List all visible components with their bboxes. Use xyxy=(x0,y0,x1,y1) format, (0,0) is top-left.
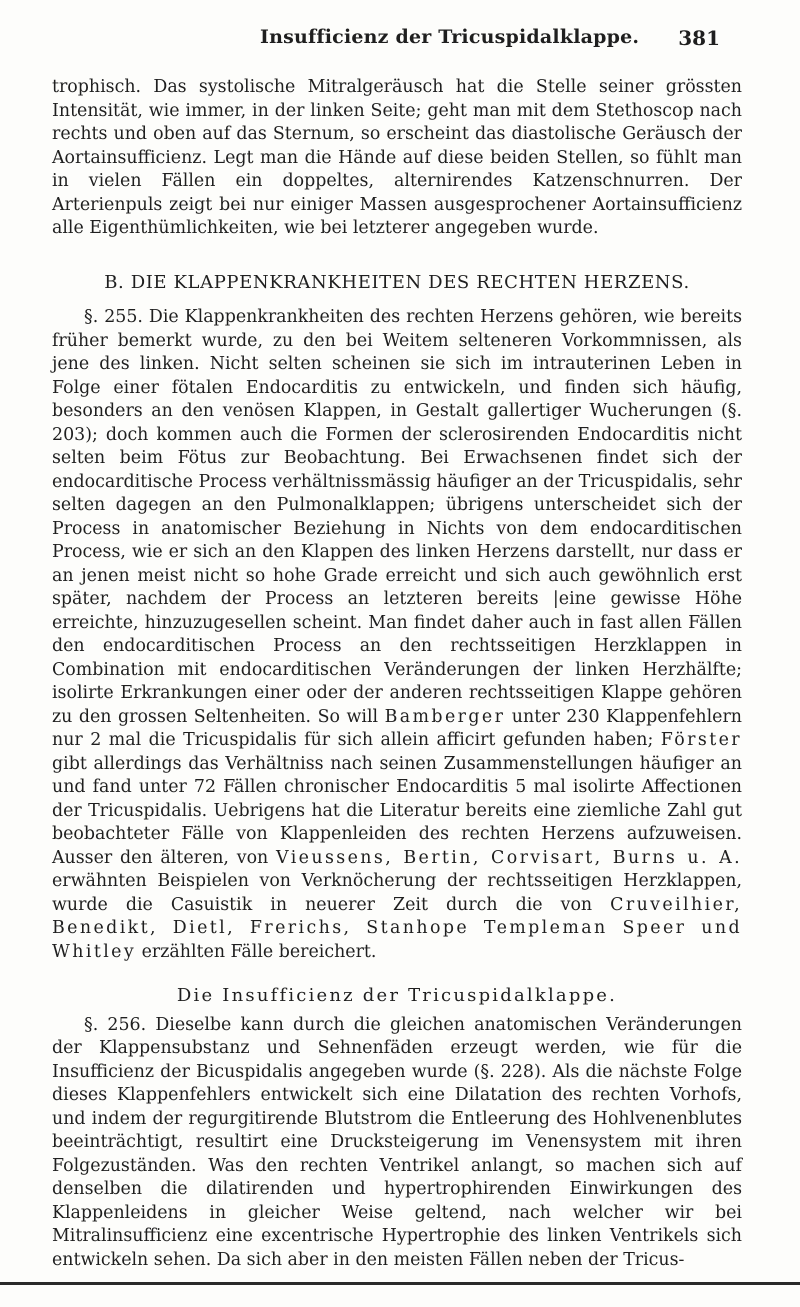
authors-newer: Cruveilhier, Benedikt, Dietl, Frerichs, Stanhope Templeman Speer und Whitley xyxy=(52,894,742,962)
paragraph-255-part-e: erzählten Fälle bereichert. xyxy=(136,941,377,962)
paragraph-255-part-a: §. 255. Die Klappenkrankheiten des rechten Herzens gehören, wie bereits früher bemerkt wurde, zu den bei Weitem selteneren Vorkommnissen, als jene des linken. Nicht selten scheinen sie sich im intrauterinen Leben in Folge einer fötalen Endocarditis zu entwickeln, und finden sich häufig, besonders an den venösen Klappen, in Gestalt gallertiger Wucherungen (§. 203); doch kommen auch die Formen der sclerosirenden Endocarditis nicht selten beim Fötus zur Beobachtung. Bei Erwachsenen findet sich der endocarditische Process verhältnissmässig häufiger an der Tricuspidalis, sehr selten dagegen an den Pulmonalklappen; übrigens unterscheidet sich der Process in anatomischer Beziehung in Nichts von dem endocarditischen Process, wie er sich an den Klappen des linken Herzens darstellt, nur dass er an jenen meist nicht so hohe Grade erreicht und sich auch gewöhnlich erst später, nachdem der Process an letzteren bereits |eine gewisse Höhe erreichte, hinzuzugesellen scheint. Man findet daher auch in fast allen Fällen den endocarditischen Process an den rechtsseitigen Herzklappen in Combination mit endocarditischen Veränderungen der linken Herzhälfte; isolirte Erkrankungen einer oder der anderen rechtsseitigen Klappe gehören zu den grossen Seltenheiten. So will xyxy=(52,307,742,727)
paragraph-255 xyxy=(52,306,742,964)
paragraph-255-part-c: gibt allerdings das Verhältniss nach seinen Zusammenstellungen häufiger an und fand unter 72 Fällen chronischer Endocarditis 5 mal isolirte Affectionen der Tricuspidalis. Uebrigens hat die Literatur bereits eine ziemliche Zahl gut beobachteter Fälle von Klappenleiden des rechten Herzens aufzuweisen. Ausser den älteren, von xyxy=(52,753,742,868)
authors-older: Vieussens, Bertin, Corvisart, Burns u. A. xyxy=(276,847,742,868)
subheading-tricuspid-insufficiency: Die Insufficienz der Tricuspidalklappe. xyxy=(176,985,618,1006)
running-head xyxy=(260,26,720,56)
page-number: 381 xyxy=(678,26,720,50)
paragraph-continuation: trophisch. Das systolische Mitralgeräusch hat die Stelle seiner grössten Intensität, wie immer, in der linken Seite; geht man mit dem Stethoscop nach rechts und oben auf das Sternum, so erscheint das diastolische Geräusch der Aortainsufficienz. Legt man die Hände auf diese beiden Stellen, so fühlt man in vielen Fällen ein doppeltes, alternirendes Katzenschnurren. Der Arterienpuls zeigt bei nur einiger Massen ausgesprochener Aortainsufficienz alle Eigenthümlichkeiten, wie bei letzterer angegeben wurde. xyxy=(52,77,742,238)
bottom-edge-rule xyxy=(0,1282,800,1285)
paragraph-255-part-b: unter 230 Klappenfehlern nur 2 mal die Tricuspidalis für sich allein afficirt gefunden haben; xyxy=(52,706,742,750)
author-forster: Förster xyxy=(660,730,742,750)
author-bamberger: Bamberger xyxy=(384,706,506,727)
paragraph-255-part-d: erwähnten Beispielen von Verknöcherung der rechtsseitigen Herzklappen, wurde die Casuistik in neuerer Zeit durch die von xyxy=(52,871,742,915)
paragraph-256: §. 256. Dieselbe kann durch die gleichen anatomischen Veränderungen der Klappensubstanz und Sehnenfäden erzeugt werden, wie für die Insufficienz der Bicuspidalis angegeben wurde (§. 228). Als die nächste Folge dieses Klappenfehlers entwickelt sich eine Dilatation des rechten Vorhofs, und indem der regurgitirende Blutstrom die Entleerung des Hohlvenenblutes beeinträchtigt, resultirt eine Drucksteigerung im Venensystem mit ihren Folgezuständen. Was den rechten Ventrikel anlangt, so machen sich auf denselben die dilatirenden und hypertrophirenden Einwirkungen des Klappenleidens in gleicher Weise geltend, nach welcher wir bei Mitralinsufficienz eine excentrische Hypertrophie des linken Ventrikels sich entwickeln sehen. Da sich aber in den meisten Fällen neben der Tricus- xyxy=(52,1014,742,1270)
running-head-title: Insufficienz der Tricuspidalklappe. xyxy=(260,26,640,48)
body-text xyxy=(52,76,742,1272)
section-heading-b: B. DIE KLAPPENKRANKHEITEN DES RECHTEN HERZENS. xyxy=(104,271,690,293)
